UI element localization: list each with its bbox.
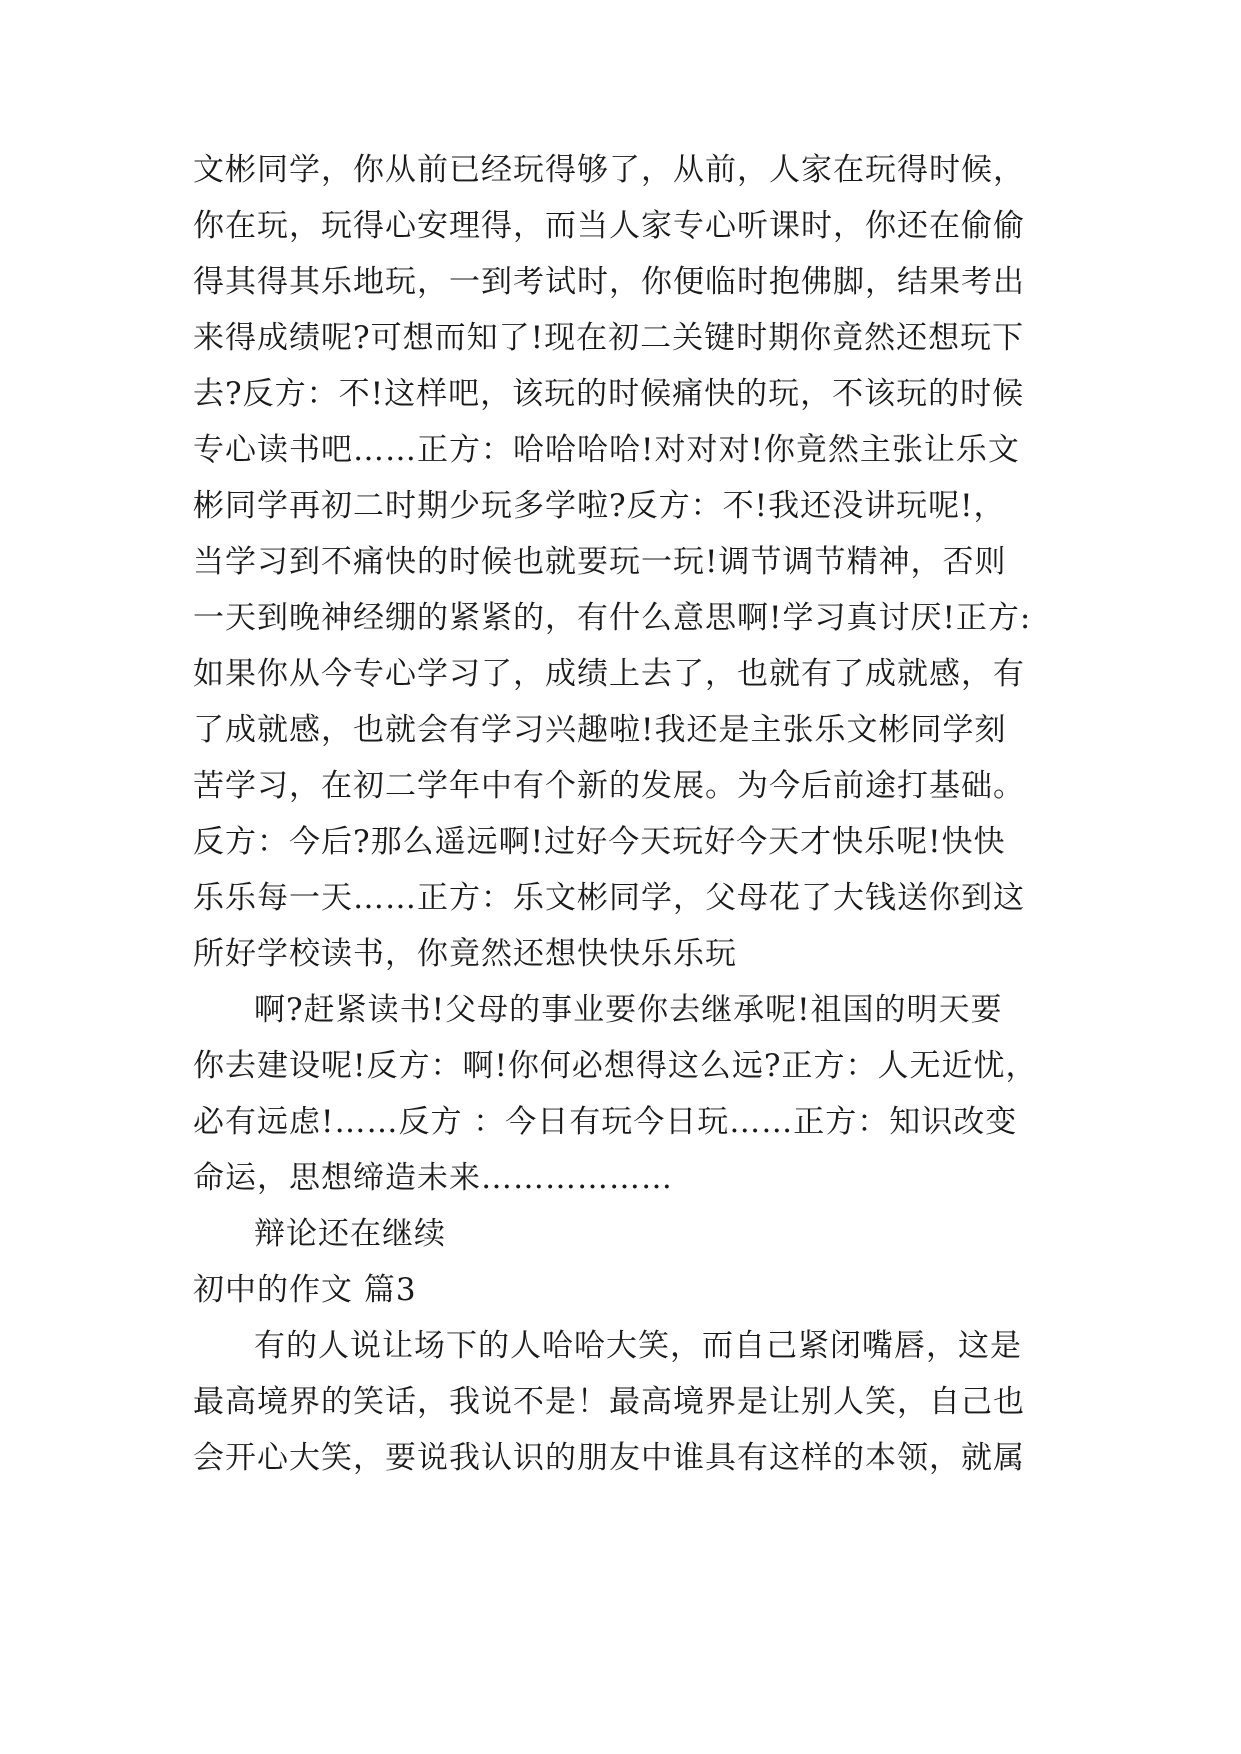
text-line: 所好学校读书，你竟然还想快快乐乐玩 — [193, 936, 737, 972]
text-line: 彬同学再初二时期少玩多学啦?反方：不!我还没讲玩呢!， — [193, 488, 1006, 524]
text-line: 了成就感，也就会有学习兴趣啦!我还是主张乐文彬同学刻 — [193, 712, 1007, 748]
text-line: 命运，思想缔造未来……………… — [193, 1160, 673, 1196]
text-line: 你去建设呢!反方：啊!你何必想得这么远?正方：人无近忧， — [193, 1048, 1038, 1084]
text-line: 如果你从今专心学习了，成绩上去了，也就有了成就感，有 — [193, 656, 1025, 692]
text-line: 去?反方：不!这样吧，该玩的时候痛快的玩，不该玩的时候 — [193, 376, 1025, 412]
text-line: 苦学习，在初二学年中有个新的发展。为今后前途打基础。 — [193, 768, 1025, 804]
text-line: 一天到晚神经绷的紧紧的，有什么意思啊!学习真讨厌!正方: — [193, 600, 1032, 636]
section-heading: 初中的作文 篇3 — [193, 1272, 417, 1308]
text-line: 乐乐每一天……正方：乐文彬同学，父母花了大钱送你到这 — [193, 880, 1025, 916]
text-line: 文彬同学，你从前已经玩得够了，从前，人家在玩得时候， — [193, 152, 1025, 188]
text-line: 最高境界的笑话，我说不是！最高境界是让别人笑，自己也 — [193, 1384, 1025, 1420]
text-line: 当学习到不痛快的时候也就要玩一玩!调节调节精神，否则 — [193, 544, 1007, 580]
text-line: 来得成绩呢?可想而知了!现在初二关键时期你竟然还想玩下 — [193, 320, 1025, 356]
text-line: 辩论还在继续 — [254, 1216, 446, 1252]
text-line: 有的人说让场下的人哈哈大笑，而自己紧闭嘴唇，这是 — [254, 1328, 1022, 1364]
text-line: 会开心大笑，要说我认识的朋友中谁具有这样的本领，就属 — [193, 1440, 1025, 1476]
text-line: 啊?赶紧读书!父母的事业要你去继承呢!祖国的明天要 — [254, 992, 1003, 1028]
text-line: 必有远虑!……反方 ：今日有玩今日玩……正方：知识改变 — [193, 1104, 1018, 1140]
text-line: 反方：今后?那么遥远啊!过好今天玩好今天才快乐呢!快快 — [193, 824, 1006, 860]
text-line: 你在玩，玩得心安理得，而当人家专心听课时，你还在偷偷 — [193, 208, 1025, 244]
text-line: 专心读书吧……正方：哈哈哈哈!对对对!你竟然主张让乐文 — [193, 432, 1020, 468]
text-line: 得其得其乐地玩，一到考试时，你便临时抱佛脚，结果考出 — [193, 264, 1025, 300]
